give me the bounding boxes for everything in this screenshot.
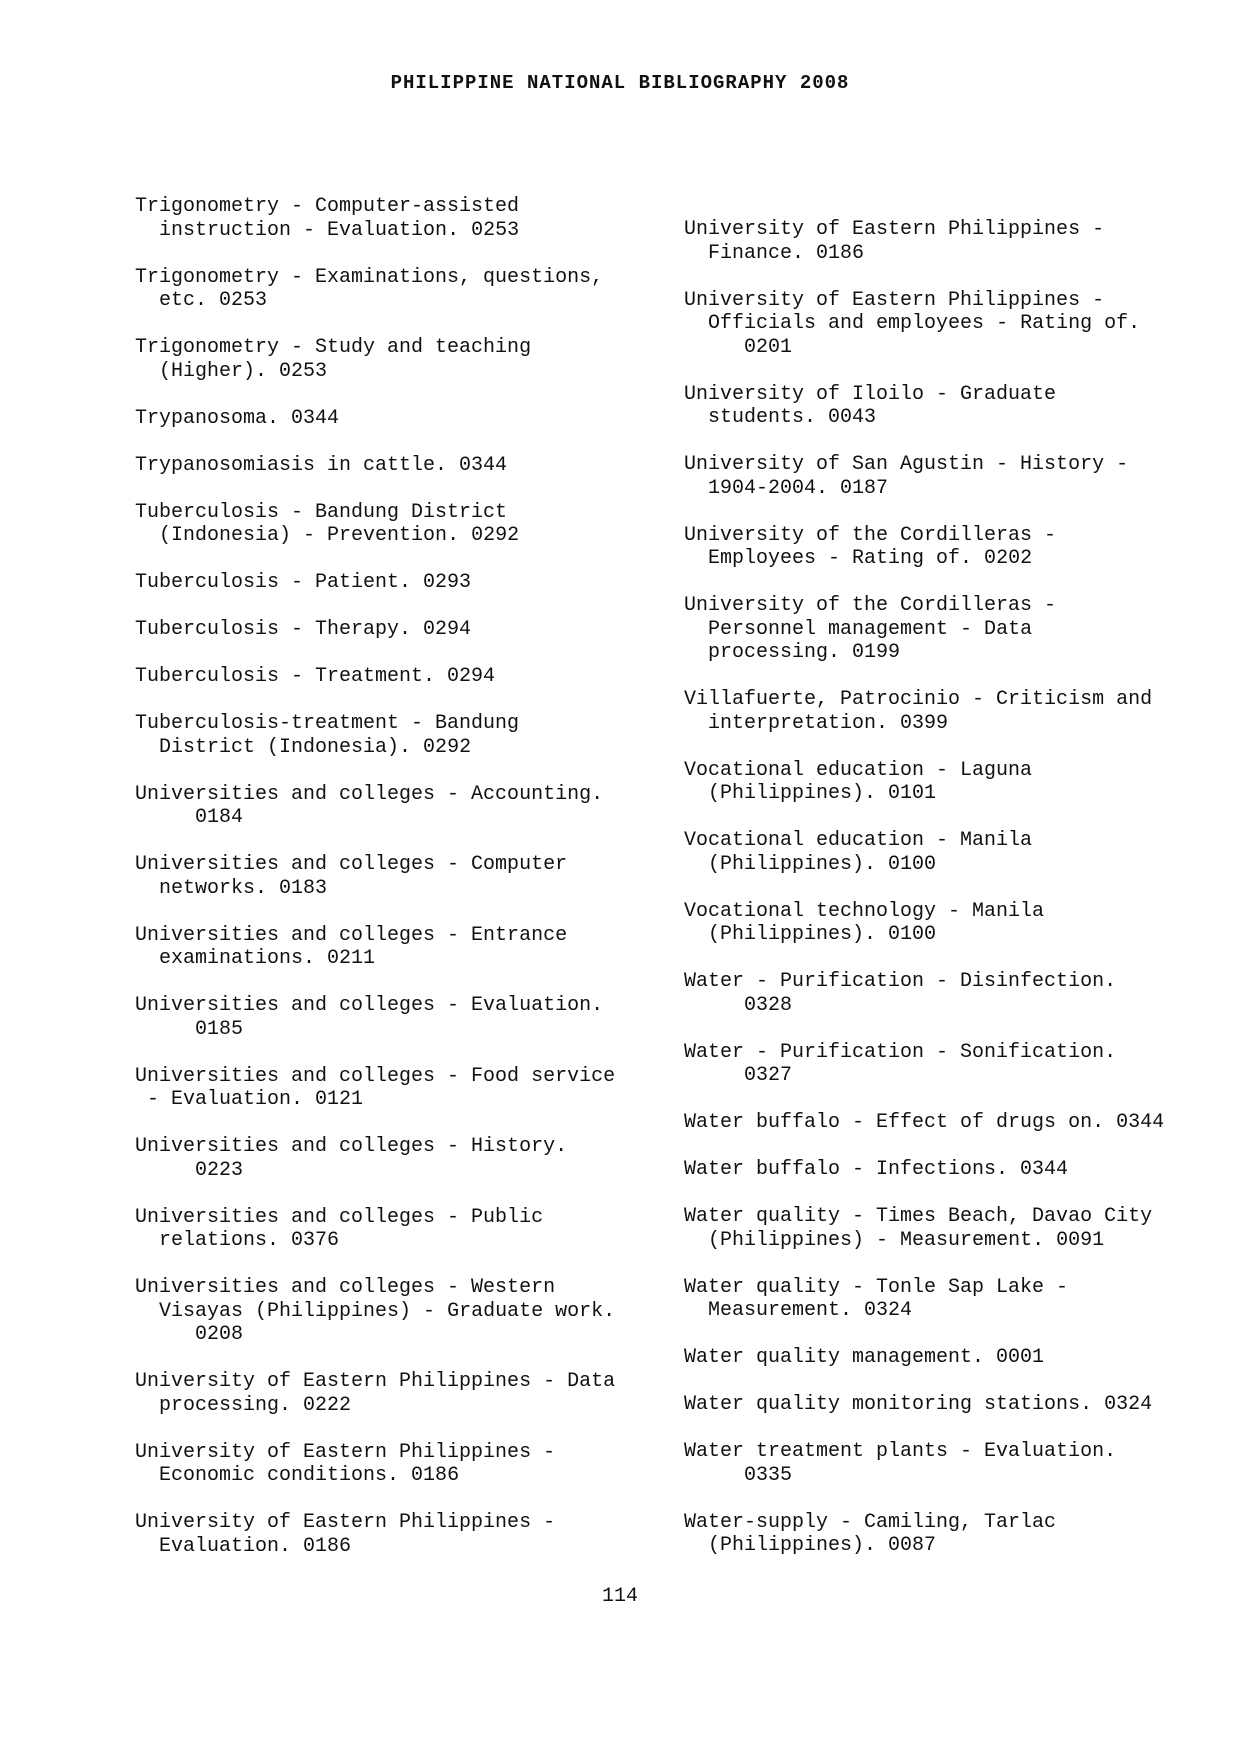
index-entry-line: (Philippines). 0100 — [684, 923, 937, 946]
index-entry — [135, 195, 655, 242]
index-entry-line: University of Eastern Philippines - — [135, 1440, 556, 1464]
index-entry — [135, 1206, 655, 1253]
index-entry-line: Water quality - Tonle Sap Lake - — [684, 1275, 1069, 1299]
page-number: 114 — [601, 1585, 638, 1608]
index-entry — [684, 289, 1204, 360]
index-entry-line: 0335 — [684, 1463, 793, 1487]
index-entry-line: relations. 0376 — [135, 1229, 340, 1252]
index-entry-line: (Philippines) - Measurement. 0091 — [684, 1228, 1105, 1252]
index-entry-line: Personnel management - Data — [684, 617, 1033, 641]
index-entry-line: Employees - Rating of. 0202 — [684, 547, 1033, 570]
index-entry — [684, 688, 1204, 735]
index-entry-line: etc. 0253 — [135, 289, 268, 312]
index-entry-line: University of the Cordilleras - — [684, 594, 1057, 617]
index-entry-line: Water quality management. 0001 — [684, 1346, 1045, 1369]
index-entry-line: - Evaluation. 0121 — [135, 1088, 364, 1111]
index-entry-line: 0208 — [135, 1323, 244, 1346]
index-entry-line: 0223 — [135, 1158, 244, 1182]
index-entry-line: interpretation. 0399 — [684, 711, 949, 735]
index-entry-line: Tuberculosis-treatment - Bandung — [135, 712, 520, 735]
index-entry-line: Visayas (Philippines) - Graduate work. — [135, 1299, 616, 1323]
index-entry-line: University of San Agustin - History - — [684, 453, 1129, 476]
index-entry — [135, 1135, 655, 1182]
index-entry-line: University of the Cordilleras - — [684, 523, 1057, 547]
index-entry — [684, 970, 1204, 1017]
index-entry — [684, 1511, 1204, 1558]
index-entry-line: (Philippines). 0087 — [684, 1534, 937, 1557]
index-entry-line: Water-supply - Camiling, Tarlac — [684, 1510, 1057, 1534]
index-column-right — [684, 218, 1204, 1581]
index-entry — [684, 594, 1204, 665]
index-entry — [684, 1158, 1204, 1182]
index-entry-line: Universities and colleges - Entrance — [135, 923, 568, 947]
index-entry-line: 0327 — [684, 1064, 793, 1087]
index-entry — [684, 759, 1204, 806]
index-entry-line: Universities and colleges - Food service — [135, 1064, 616, 1088]
index-entry-line: Tuberculosis - Treatment. 0294 — [135, 665, 496, 688]
index-entry — [135, 924, 655, 971]
index-entry-line: University of Iloilo - Graduate — [684, 382, 1057, 406]
index-entry — [135, 336, 655, 383]
index-entry — [684, 1205, 1204, 1252]
index-entry-line: Measurement. 0324 — [684, 1299, 913, 1322]
index-entry — [684, 1111, 1204, 1135]
index-entry-line: Tuberculosis - Patient. 0293 — [135, 571, 472, 594]
index-entry-line: Water - Purification - Sonification. — [684, 1040, 1117, 1064]
index-entry-line: Evaluation. 0186 — [135, 1534, 352, 1558]
index-entry-line: Trypanosomiasis in cattle. 0344 — [135, 453, 508, 477]
index-entry-line: students. 0043 — [684, 406, 877, 429]
index-entry-line: Vocational technology - Manila — [684, 899, 1045, 923]
index-entry-line: University of Eastern Philippines - — [684, 288, 1105, 312]
index-entry — [135, 571, 655, 595]
index-entry-line: Water quality - Times Beach, Davao City — [684, 1205, 1153, 1228]
index-entry-line: University of Eastern Philippines - Data — [135, 1370, 616, 1393]
index-entry-line: Vocational education - Laguna — [684, 758, 1033, 782]
page-title: PHILIPPINE NATIONAL BIBLIOGRAPHY 2008 — [390, 72, 850, 94]
index-entry-line: Universities and colleges - History. — [135, 1135, 568, 1158]
index-entry-line: Vocational education - Manila — [684, 829, 1033, 852]
index-entry-line: University of Eastern Philippines - — [135, 1511, 556, 1534]
index-entry-line: (Philippines). 0100 — [684, 852, 937, 876]
index-entry-line: Water buffalo - Infections. 0344 — [684, 1158, 1069, 1181]
index-entry — [684, 1393, 1204, 1417]
index-entry — [135, 454, 655, 478]
index-entry-line: 0185 — [135, 1017, 244, 1041]
index-entry-line: Universities and colleges - Computer — [135, 853, 568, 876]
index-entry — [135, 618, 655, 642]
index-entry — [684, 1276, 1204, 1323]
index-entry — [684, 1041, 1204, 1088]
index-entry-line: 0201 — [684, 335, 793, 359]
index-entry-line: networks. 0183 — [135, 876, 328, 900]
index-entry-line: Water treatment plants - Evaluation. — [684, 1440, 1117, 1463]
index-entry-line: Tuberculosis - Bandung District — [135, 500, 508, 524]
index-entry-line: 0328 — [684, 993, 793, 1017]
index-entry — [684, 524, 1204, 571]
index-entry — [684, 829, 1204, 876]
index-entry — [684, 1346, 1204, 1370]
index-entry — [684, 900, 1204, 947]
index-entry-line: Water buffalo - Effect of drugs on. 0344 — [684, 1111, 1165, 1134]
index-entry — [684, 218, 1204, 265]
index-entry-line: Universities and colleges - Public — [135, 1205, 544, 1229]
index-entry — [135, 1511, 655, 1558]
index-entry-line: Trigonometry - Examinations, questions, — [135, 265, 604, 289]
index-entry-line: Water - Purification - Disinfection. — [684, 970, 1117, 993]
index-entry-line: District (Indonesia). 0292 — [135, 735, 472, 759]
index-entry — [135, 665, 655, 689]
index-entry — [135, 266, 655, 313]
index-entry — [135, 783, 655, 830]
index-entry-line: (Philippines). 0101 — [684, 782, 937, 805]
index-entry-line: Universities and colleges - Accounting. — [135, 782, 604, 806]
index-entry-line: Officials and employees - Rating of. — [684, 312, 1141, 335]
index-entry — [684, 453, 1204, 500]
index-entry — [135, 407, 655, 431]
index-entry-line: (Indonesia) - Prevention. 0292 — [135, 524, 520, 547]
index-entry-line: Trigonometry - Computer-assisted — [135, 195, 520, 218]
index-entry — [135, 712, 655, 759]
index-entry-line: Universities and colleges - Evaluation. — [135, 994, 604, 1017]
index-entry — [135, 1065, 655, 1112]
index-entry-line: Finance. 0186 — [684, 241, 865, 265]
index-entry — [135, 501, 655, 548]
index-entry-line: Tuberculosis - Therapy. 0294 — [135, 618, 472, 641]
index-entry — [135, 1441, 655, 1488]
index-entry-line: examinations. 0211 — [135, 947, 376, 970]
index-entry-line: 0184 — [135, 806, 244, 829]
index-entry-line: Trigonometry - Study and teaching — [135, 336, 532, 359]
index-entry — [684, 383, 1204, 430]
index-entry-line: Economic conditions. 0186 — [135, 1464, 460, 1487]
index-entry-line: processing. 0199 — [684, 641, 901, 664]
index-entry — [135, 994, 655, 1041]
index-entry-line: Water quality monitoring stations. 0324 — [684, 1393, 1153, 1416]
index-entry — [684, 1440, 1204, 1487]
index-entry — [135, 853, 655, 900]
index-entry-line: University of Eastern Philippines - — [684, 218, 1105, 241]
index-entry-line: 1904-2004. 0187 — [684, 476, 889, 500]
index-entry-line: (Higher). 0253 — [135, 359, 328, 383]
index-column-left — [135, 195, 655, 1582]
index-entry-line: processing. 0222 — [135, 1393, 352, 1417]
index-entry-line: Universities and colleges - Western — [135, 1276, 556, 1299]
index-entry — [135, 1370, 655, 1417]
index-entry-line: Trypanosoma. 0344 — [135, 406, 340, 430]
index-entry — [135, 1276, 655, 1347]
index-entry-line: instruction - Evaluation. 0253 — [135, 218, 520, 242]
index-entry-line: Villafuerte, Patrocinio - Criticism and — [684, 688, 1153, 711]
